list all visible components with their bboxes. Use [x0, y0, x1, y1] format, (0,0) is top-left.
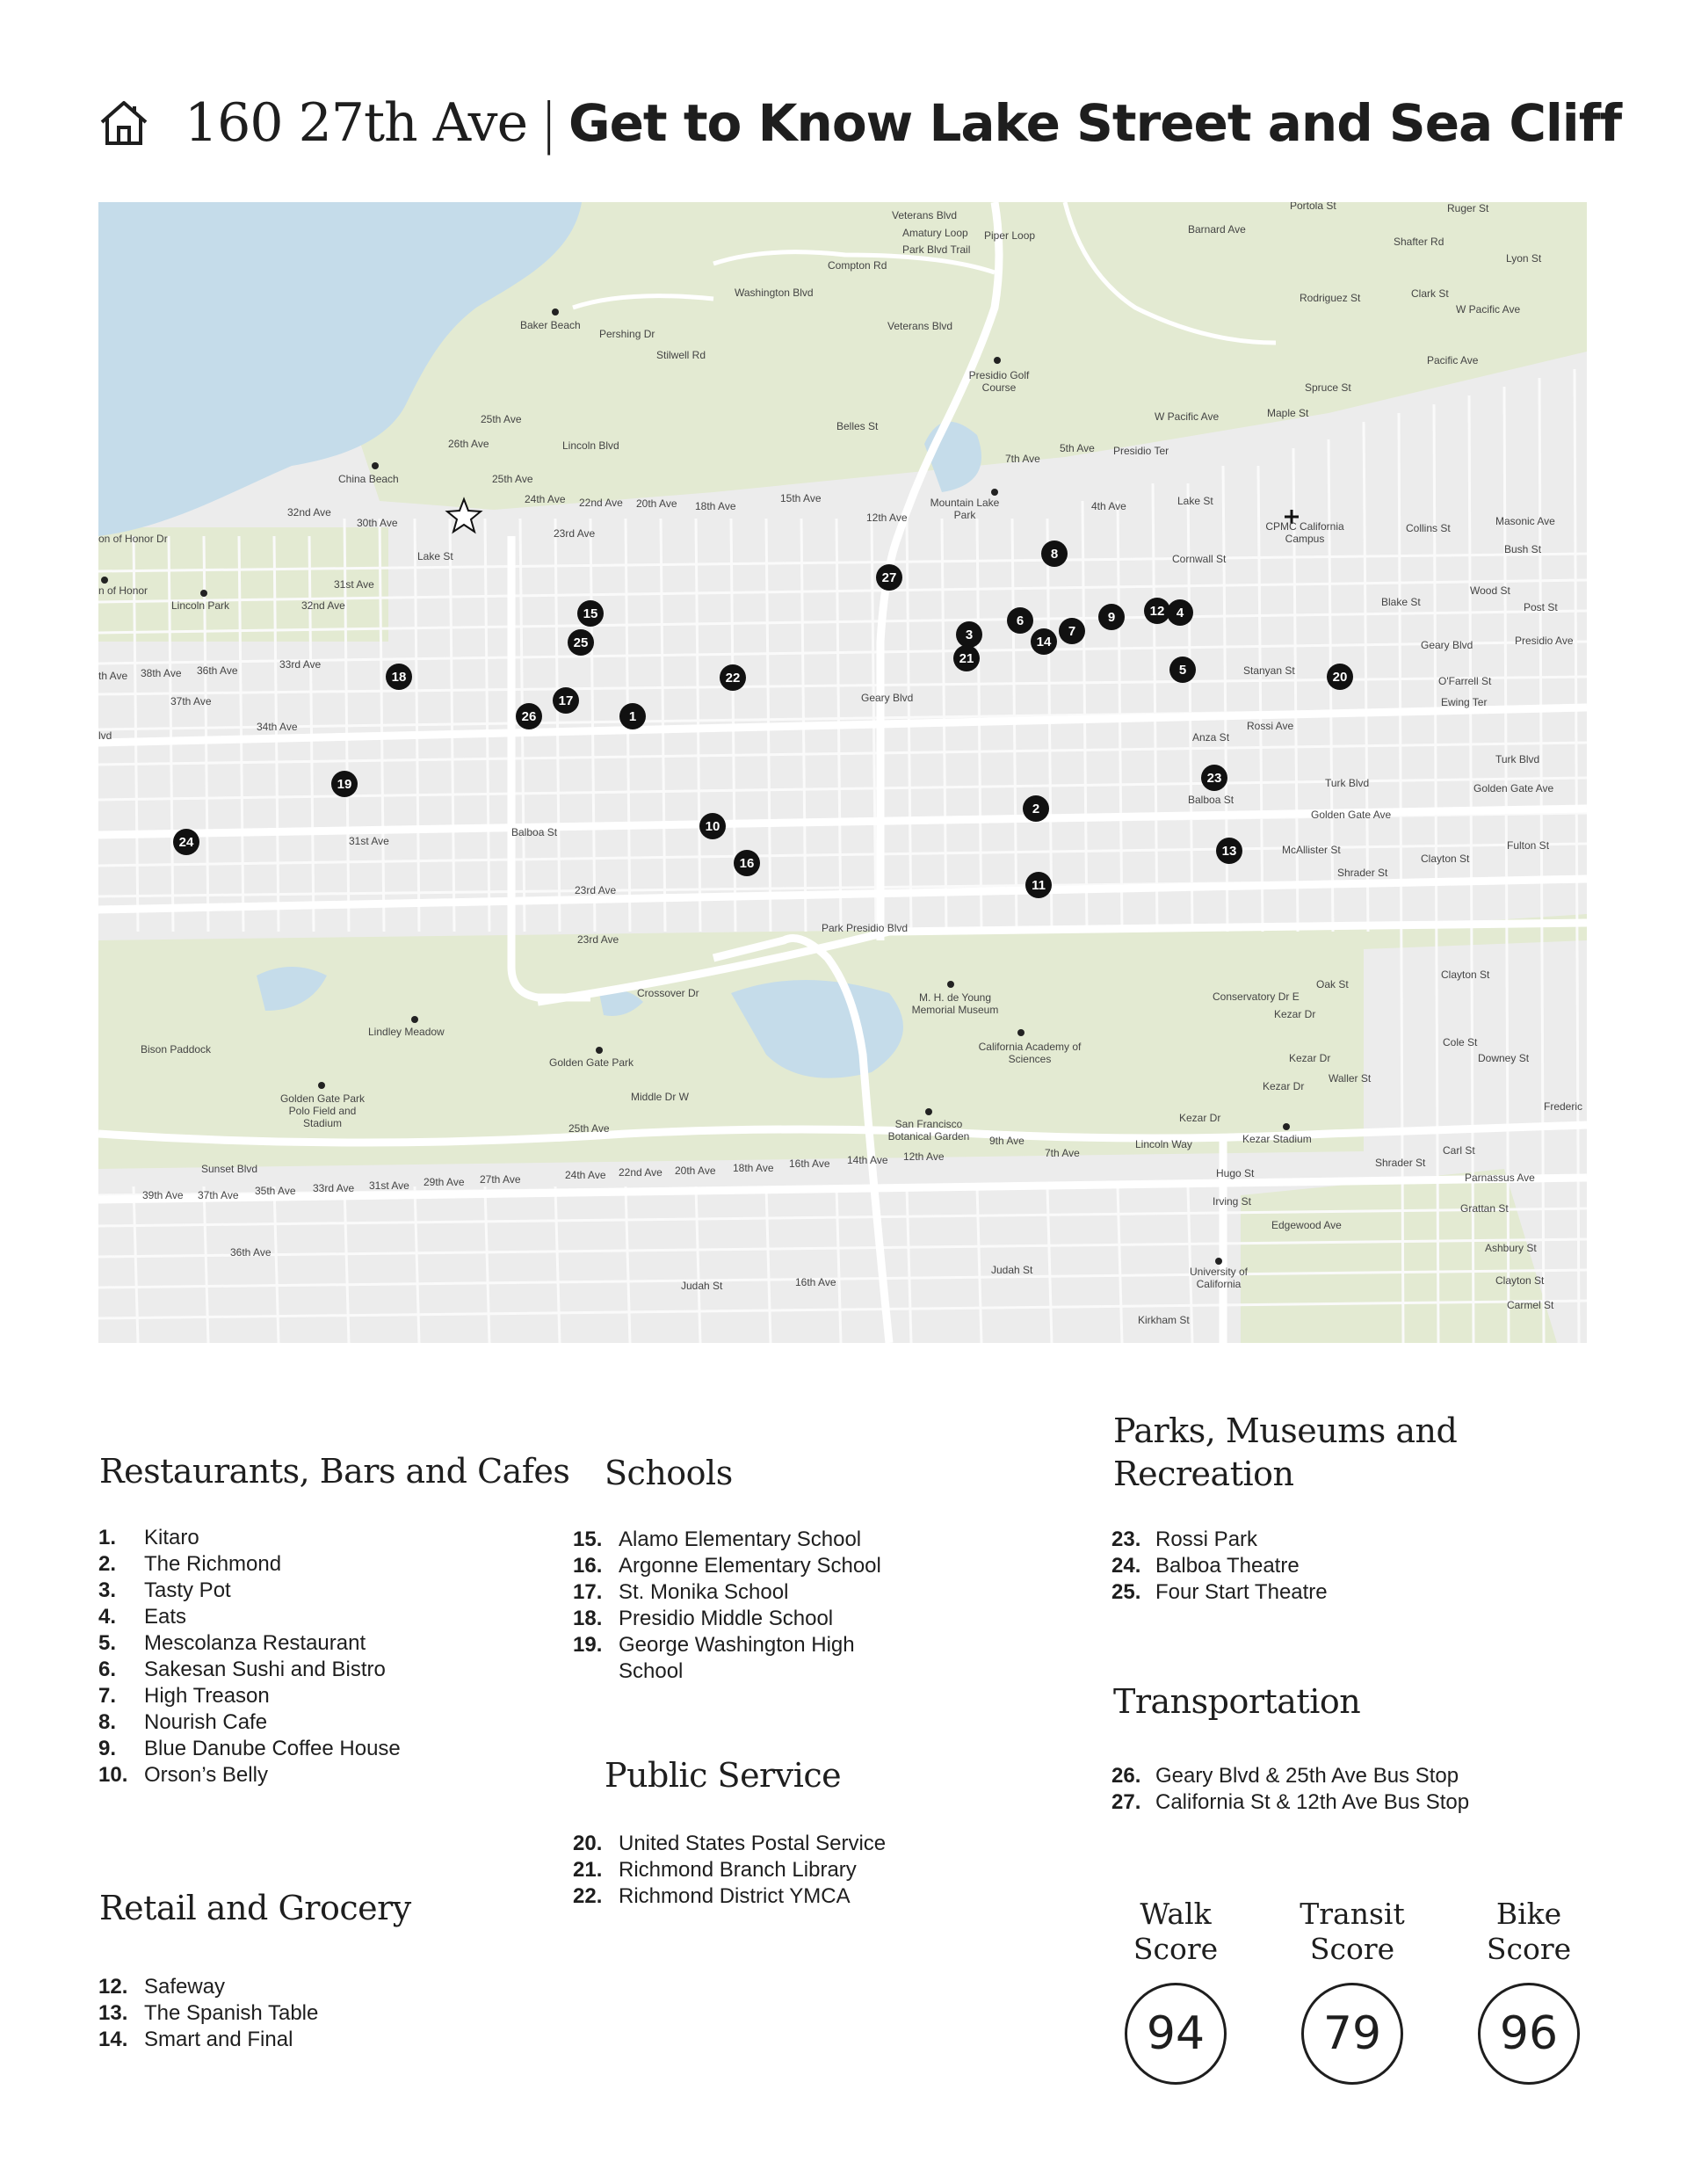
neighborhood-map[interactable] [98, 202, 1587, 1343]
map-label: 22nd Ave [619, 1166, 662, 1179]
map-marker-19[interactable]: 19 [331, 771, 358, 797]
map-label: Washington Blvd [735, 287, 814, 299]
map-label: Frederic [1544, 1100, 1583, 1113]
map-label: Ewing Ter [1441, 696, 1488, 708]
item-number: 2. [98, 1552, 117, 1576]
item-number: 17. [573, 1580, 603, 1604]
map-label: Bison Paddock [141, 1043, 212, 1056]
map-label: 37th Ave [170, 695, 212, 707]
map-label: Turk Blvd [1495, 753, 1540, 765]
map-marker-10[interactable]: 10 [699, 813, 726, 839]
map-label: Golden Gate Park Polo Field and Stadium [279, 1092, 366, 1129]
map-label: 33rd Ave [279, 658, 322, 671]
list-item [1111, 1527, 1328, 1553]
map-label: 20th Ave [636, 497, 677, 510]
map-label: 18th Ave [695, 500, 736, 512]
map-label: 16th Ave [795, 1276, 836, 1288]
map-label: W Pacific Ave [1456, 303, 1521, 316]
map-marker-14[interactable]: 14 [1031, 628, 1057, 655]
map-marker-9[interactable]: 9 [1098, 604, 1125, 630]
map-label: Crossover Dr [637, 987, 699, 999]
map-marker-3[interactable]: 3 [956, 621, 982, 648]
map-label: 14th Ave [847, 1154, 888, 1166]
map-label: Veterans Blvd [892, 209, 958, 221]
map-label: CPMC California Campus [1265, 520, 1344, 545]
item-number: 3. [98, 1578, 117, 1602]
list-item [573, 1606, 881, 1632]
map-label: Stanyan St [1243, 664, 1295, 677]
retail-list [98, 1974, 318, 2053]
item-label: Eats [144, 1605, 187, 1629]
list-item [98, 1736, 401, 1762]
map-label: Piper Loop [984, 229, 1036, 242]
map-marker-18[interactable]: 18 [386, 664, 412, 690]
map-label: Balboa St [1188, 794, 1234, 806]
item-label: Kitaro [144, 1526, 199, 1549]
map-label: 12th Ave [903, 1150, 945, 1163]
map-label: China Beach [338, 473, 399, 485]
map-label: 25th Ave [568, 1122, 610, 1135]
map-label: Kezar Stadium [1242, 1133, 1312, 1145]
item-label: Richmond District YMCA [619, 1884, 851, 1908]
item-label: Smart and Final [144, 2028, 293, 2051]
map-marker-20[interactable]: 20 [1327, 664, 1353, 690]
map-label: Bush St [1504, 543, 1542, 555]
item-label: School [619, 1659, 684, 1683]
map-label: Amatury Loop [902, 227, 968, 239]
map-marker-11[interactable]: 11 [1025, 872, 1052, 898]
section-title-restaurants: Restaurants, Bars and Cafes [99, 1452, 570, 1491]
title-separator: | [539, 91, 558, 156]
map-label: Golden Gate Ave [1473, 782, 1554, 795]
score-label: Score [1486, 1932, 1572, 1966]
map-label: University of California [1189, 1266, 1249, 1290]
item-number: 26. [1111, 1764, 1141, 1788]
section-title-public-service: Public Service [605, 1756, 842, 1795]
map-marker-7[interactable]: 7 [1059, 618, 1085, 644]
item-label: United States Postal Service [619, 1832, 887, 1855]
item-label: Presidio Middle School [619, 1607, 834, 1630]
map-label: 23rd Ave [554, 527, 596, 540]
map-label: Shafter Rd [1394, 236, 1444, 248]
item-number: 16. [573, 1554, 603, 1578]
list-item [1111, 1553, 1328, 1579]
score-value: 79 [1301, 1983, 1403, 2085]
map-label: 26th Ave [448, 438, 489, 450]
map-label: Clark St [1411, 287, 1449, 300]
map-label: n of Honor [98, 584, 148, 597]
map-label: 34th Ave [257, 721, 298, 733]
map-marker-12[interactable]: 12 [1144, 598, 1170, 624]
map-label: Clayton St [1441, 969, 1490, 981]
map-label: Balboa St [511, 826, 558, 838]
map-label: 23rd Ave [575, 884, 617, 896]
item-number: 21. [573, 1858, 603, 1882]
map-label: Pershing Dr [599, 328, 655, 340]
map-label: Stilwell Rd [656, 349, 706, 361]
list-item [1111, 1763, 1469, 1789]
map-label: 30th Ave [357, 517, 398, 529]
map-label: on of Honor Dr [98, 533, 168, 545]
map-label: M. H. de Young Memorial Museum [911, 991, 999, 1016]
map-label: Rossi Ave [1247, 720, 1294, 732]
map-marker-4[interactable]: 4 [1167, 599, 1193, 626]
map-label: 37th Ave [198, 1189, 239, 1201]
item-number: 13. [98, 2001, 128, 2025]
item-number: 7. [98, 1684, 117, 1708]
item-label: Richmond Branch Library [619, 1858, 857, 1882]
item-label: Orson’s Belly [144, 1763, 268, 1787]
item-number: 20. [573, 1832, 603, 1855]
property-address: 160 27th Ave [185, 92, 528, 154]
item-number: 1. [98, 1526, 117, 1549]
map-label: 7th Ave [1045, 1147, 1080, 1159]
map-label: Sunset Blvd [201, 1163, 258, 1175]
transportation-list [1111, 1763, 1469, 1816]
item-label: George Washington High [619, 1633, 855, 1657]
item-label: Alamo Elementary School [619, 1527, 862, 1551]
list-item [98, 1551, 401, 1578]
map-label: 27th Ave [480, 1173, 521, 1186]
map-label: Geary Blvd [861, 692, 914, 704]
map-label: Judah St [991, 1264, 1033, 1276]
item-number: 14. [98, 2028, 128, 2051]
map-label: Shrader St [1375, 1157, 1426, 1169]
item-number: 25. [1111, 1580, 1141, 1604]
map-label: Ruger St [1447, 202, 1489, 214]
map-label: California Academy of Sciences [978, 1041, 1082, 1065]
section-title-line: Recreation [1113, 1455, 1294, 1493]
map-label: Barnard Ave [1188, 223, 1246, 236]
map-label: Lake St [1177, 495, 1213, 507]
map-marker-13[interactable]: 13 [1216, 838, 1242, 864]
map-label: Shrader St [1337, 867, 1388, 879]
item-number: 6. [98, 1658, 117, 1681]
list-item [573, 1831, 886, 1857]
map-label: Maple St [1267, 407, 1309, 419]
map-label: 35th Ave [255, 1185, 296, 1197]
map-label: 25th Ave [492, 473, 533, 485]
map-label: Waller St [1329, 1072, 1372, 1085]
map-label: 24th Ave [525, 493, 566, 505]
map-label: Clayton St [1495, 1274, 1545, 1287]
map-label: Compton Rd [828, 259, 887, 272]
map-label: Carmel St [1507, 1299, 1554, 1311]
map-label: Carl St [1443, 1144, 1475, 1157]
map-marker-15[interactable]: 15 [577, 600, 604, 627]
map-label: Golden Gate Ave [1311, 809, 1392, 821]
map-label: Blake St [1381, 596, 1421, 608]
map-label: Kezar Dr [1263, 1080, 1305, 1092]
map-base [98, 202, 1587, 1343]
map-label: 18th Ave [733, 1162, 774, 1174]
list-item [1111, 1789, 1469, 1816]
score-label: Walk [1140, 1897, 1212, 1931]
map-label: Veterans Blvd [887, 320, 953, 332]
list-item [573, 1658, 881, 1685]
map-label: Kezar Dr [1179, 1112, 1221, 1124]
map-label: 15th Ave [780, 492, 822, 504]
map-label: Park Blvd Trail [902, 243, 971, 256]
map-label: Turk Blvd [1325, 777, 1370, 789]
list-item [98, 1604, 401, 1630]
map-marker-26[interactable]: 26 [516, 703, 542, 729]
item-label: Sakesan Sushi and Bistro [144, 1658, 386, 1681]
list-item [98, 2027, 318, 2053]
item-number: 18. [573, 1607, 603, 1630]
map-label: Presidio Ter [1113, 445, 1169, 457]
map-label: Oak St [1316, 978, 1349, 990]
item-number: 22. [573, 1884, 603, 1908]
map-label: 7th Ave [1005, 453, 1040, 465]
map-label: Masonic Ave [1495, 515, 1555, 527]
map-label: Edgewood Ave [1271, 1219, 1342, 1231]
map-label: 23rd Ave [577, 933, 619, 946]
item-number: 19. [573, 1633, 603, 1657]
score-label: Bike [1495, 1897, 1562, 1931]
list-item [573, 1857, 886, 1883]
map-marker-21[interactable]: 21 [953, 645, 980, 671]
map-marker-23[interactable]: 23 [1201, 765, 1227, 791]
schools-list [573, 1527, 881, 1685]
item-number: 4. [98, 1605, 117, 1629]
score-label: Score [1309, 1932, 1395, 1966]
restaurants-list [98, 1525, 401, 1789]
map-label: 12th Ave [866, 512, 908, 524]
map-label: W Pacific Ave [1155, 410, 1220, 423]
list-item [98, 1683, 401, 1709]
list-item [573, 1632, 881, 1658]
map-label: Portola St [1290, 202, 1336, 212]
item-number: 27. [1111, 1790, 1141, 1814]
bike-score [1450, 1897, 1608, 2085]
map-label: McAllister St [1282, 844, 1341, 856]
item-label: St. Monika School [619, 1580, 789, 1604]
map-label: Cole St [1443, 1036, 1478, 1048]
map-label: Lincoln Park [171, 599, 230, 612]
item-label: Tasty Pot [144, 1578, 231, 1602]
list-item [573, 1883, 886, 1910]
map-label: lvd [98, 729, 112, 742]
map-label: Downey St [1478, 1052, 1530, 1064]
item-label: Safeway [144, 1975, 226, 1999]
map-marker-1[interactable]: 1 [619, 703, 646, 729]
map-label: Collins St [1406, 522, 1451, 534]
map-label: Presidio Ave [1515, 635, 1574, 647]
map-label: Post St [1524, 601, 1558, 613]
item-label: Argonne Elementary School [619, 1554, 881, 1578]
score-label: Transit [1300, 1897, 1405, 1931]
map-label: 25th Ave [481, 413, 522, 425]
map-label: 39th Ave [142, 1189, 184, 1201]
parks-list [1111, 1527, 1328, 1606]
page-header [98, 88, 1621, 158]
map-marker-8[interactable]: 8 [1041, 541, 1068, 567]
item-label: Four Start Theatre [1155, 1580, 1328, 1604]
map-label: 33rd Ave [313, 1182, 355, 1194]
item-number: 8. [98, 1710, 117, 1734]
list-item [1111, 1579, 1328, 1606]
map-label: Kezar Dr [1274, 1008, 1316, 1020]
item-label: High Treason [144, 1684, 270, 1708]
transit-score [1273, 1897, 1431, 2085]
map-marker-5[interactable]: 5 [1169, 657, 1196, 683]
item-label: California St & 12th Ave Bus Stop [1155, 1790, 1470, 1814]
star-icon[interactable] [445, 497, 483, 535]
section-title-retail: Retail and Grocery [99, 1889, 411, 1927]
map-label: 32nd Ave [301, 599, 345, 612]
map-label: 22nd Ave [579, 497, 623, 509]
map-label: 5th Ave [1060, 442, 1095, 454]
map-label: 32nd Ave [287, 506, 331, 519]
item-label: Geary Blvd & 25th Ave Bus Stop [1155, 1764, 1459, 1788]
public-service-list [573, 1831, 886, 1910]
map-label: Judah St [681, 1280, 723, 1292]
map-label: 29th Ave [424, 1176, 465, 1188]
map-label: 9th Ave [989, 1135, 1025, 1147]
map-label: Fulton St [1507, 839, 1550, 852]
list-item [98, 1762, 401, 1789]
map-marker-25[interactable]: 25 [568, 629, 594, 656]
map-label: Hugo St [1216, 1167, 1255, 1179]
map-label: 4th Ave [1091, 500, 1126, 512]
walk-score [1097, 1897, 1255, 2085]
map-label: 20th Ave [675, 1165, 716, 1177]
item-number: 15. [573, 1527, 603, 1551]
item-label: Blue Danube Coffee House [144, 1737, 401, 1760]
map-label: Lincoln Blvd [562, 439, 619, 452]
map-label: Middle Dr W [631, 1091, 690, 1103]
page-title: Get to Know Lake Street and Sea Cliff [568, 93, 1622, 153]
list-item [98, 1578, 401, 1604]
map-label: 31st Ave [334, 578, 374, 591]
section-title-line: Parks, Museums and [1113, 1411, 1458, 1450]
list-item [98, 1709, 401, 1736]
score-value: 94 [1125, 1983, 1227, 2085]
map-marker-2[interactable]: 2 [1023, 795, 1049, 822]
map-label: San Francisco Botanical Garden [887, 1118, 970, 1143]
list-item [573, 1579, 881, 1606]
list-item [98, 1657, 401, 1683]
map-marker-24[interactable]: 24 [173, 829, 199, 855]
item-label: Balboa Theatre [1155, 1554, 1300, 1578]
map-label: 36th Ave [230, 1246, 272, 1259]
map-label: Lake St [417, 550, 453, 562]
map-label: Rodriguez St [1300, 292, 1361, 304]
map-label: 24th Ave [565, 1169, 606, 1181]
map-label: Irving St [1213, 1195, 1252, 1208]
map-label: 16th Ave [789, 1157, 830, 1170]
item-label: Rossi Park [1155, 1527, 1258, 1551]
map-label: Grattan St [1460, 1202, 1509, 1215]
score-value: 96 [1478, 1983, 1580, 2085]
map-label: Golden Gate Park [549, 1056, 634, 1069]
item-label: Nourish Cafe [144, 1710, 268, 1734]
map-label: Anza St [1192, 731, 1230, 744]
list-item [573, 1553, 881, 1579]
map-label: Kezar Dr [1289, 1052, 1331, 1064]
item-number: 24. [1111, 1554, 1141, 1578]
item-number: 5. [98, 1631, 117, 1655]
map-label: Parnassus Ave [1465, 1172, 1535, 1184]
map-label: Wood St [1470, 584, 1510, 597]
item-label: The Spanish Table [144, 2001, 319, 2025]
map-marker-16[interactable]: 16 [734, 850, 760, 876]
map-label: Kirkham St [1138, 1314, 1190, 1326]
map-label: Lyon St [1506, 252, 1542, 265]
map-label: 31st Ave [369, 1179, 409, 1192]
map-label: Mountain Lake Park [930, 497, 1000, 521]
score-label: Score [1133, 1932, 1219, 1966]
map-label: Spruce St [1305, 381, 1351, 394]
map-marker-27[interactable]: 27 [876, 564, 902, 591]
map-marker-17[interactable]: 17 [553, 687, 579, 714]
map-label: 31st Ave [349, 835, 389, 847]
list-item [98, 1525, 401, 1551]
map-label: Clayton St [1421, 853, 1470, 865]
map-label: Lincoln Way [1135, 1138, 1192, 1150]
map-label: Conservatory Dr E [1213, 990, 1300, 1003]
map-label: Pacific Ave [1427, 354, 1479, 366]
map-label: th Ave [98, 670, 128, 682]
section-title-parks [1113, 1410, 1457, 1496]
item-number: 9. [98, 1737, 117, 1760]
map-label: Baker Beach [520, 319, 581, 331]
map-label: Presidio Golf Course [968, 369, 1030, 394]
map-label: Lindley Meadow [368, 1026, 445, 1038]
map-marker-22[interactable]: 22 [720, 664, 746, 691]
map-label: 36th Ave [197, 664, 238, 677]
map-label: Cornwall St [1172, 553, 1227, 565]
section-title-schools: Schools [605, 1454, 733, 1492]
item-label: Mescolanza Restaurant [144, 1631, 366, 1655]
map-label: Belles St [836, 420, 879, 432]
list-item [98, 1630, 401, 1657]
list-item [573, 1527, 881, 1553]
map-marker-6[interactable]: 6 [1007, 607, 1033, 634]
item-number: 10. [98, 1763, 128, 1787]
item-number: 12. [98, 1975, 128, 1999]
section-title-transportation: Transportation [1113, 1682, 1361, 1721]
list-item [98, 2000, 318, 2027]
map-label: O'Farrell St [1438, 675, 1492, 687]
map-label: Park Presidio Blvd [822, 922, 909, 934]
item-label: The Richmond [144, 1552, 282, 1576]
item-number: 23. [1111, 1527, 1141, 1551]
map-label: 38th Ave [141, 667, 182, 679]
home-icon [98, 98, 149, 149]
list-item [98, 1974, 318, 2000]
map-label: Ashbury St [1485, 1242, 1537, 1254]
item-number [573, 1658, 619, 1685]
map-label: Geary Blvd [1421, 639, 1473, 651]
